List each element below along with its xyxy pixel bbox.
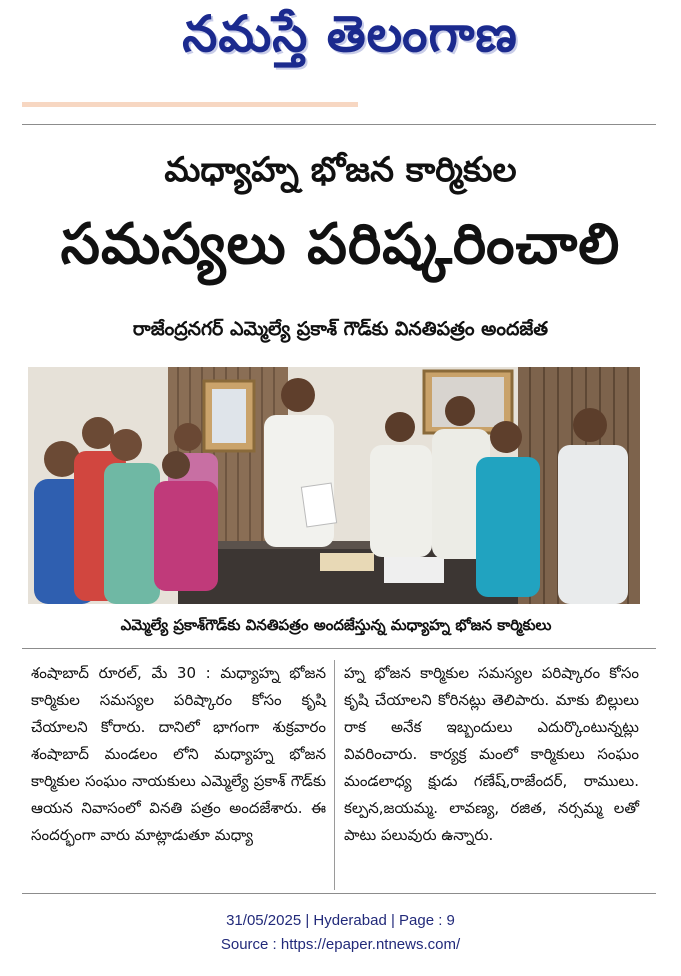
footer-divider — [22, 893, 656, 894]
column-divider — [334, 660, 335, 890]
masthead — [0, 0, 681, 110]
masthead-accent-rule — [22, 102, 358, 107]
caption-divider — [22, 648, 656, 649]
article-body-column-left: శంషాబాద్ రూరల్, మే 30 : మధ్యాహ్న భోజన కార్మికుల సమస్యల పరిష్కారం కోసం కృషి చేయాలని కోరారు. దానిలో భాగంగా శుక్రవారం శంషాబాద్ మండలం లోని మధ్యాహ్న భోజన కార్మికుల సంఘం నాయకులు ఎమ్మెల్యే ప్రకాశ్ గౌడ్‌కు ఆయన నివాసంలో వినతి పత్రం అందజేశారు. ఈ సందర్భంగా వారు మాట్లాడుతూ మధ్యా — [31, 664, 326, 844]
article-subhead: రాజేంద్రనగర్ ఎమ్మెల్యే ప్రకాశ్ గౌడ్‌కు వినతిపత్రం అందజేత — [132, 318, 549, 340]
article-headline: సమస్యలు పరిష్కరించాలి — [60, 212, 621, 277]
masthead-divider — [22, 124, 656, 125]
footer-source-link[interactable]: Source : https://epaper.ntnews.com/ — [220, 936, 461, 953]
article-kicker: మధ్యాహ్న భోజన కార్మికుల — [164, 150, 517, 190]
newspaper-logo: నమస్తే తెలంగాణ — [182, 4, 518, 63]
footer-date-page: 31/05/2025 | Hyderabad | Page : 9 — [226, 912, 455, 929]
news-photo — [28, 367, 640, 604]
article-body-column-right: హ్న భోజన కార్మికుల సమస్యల పరిష్కారం కోసం కృషి చేయాలని కోరినట్లు తెలిపారు. మాకు బిల్లులు రాక అనేక ఇబ్బందులు ఎదుర్కొంటున్నట్లు వివరించారు. కార్యక్ర మంలో కార్మికులు సంఘం మండలాధ్య క్షుడు గణేష్,రాజేందర్, రాములు. కల్పన,జయమ్మ. లావణ్య, రజిత, నర్సమ్మ లతో పాటు పలువురు ఉన్నారు. — [344, 664, 639, 844]
photo-caption: ఎమ్మెల్యే ప్రకాశ్‌గౌడ్‌కు వినతిపత్రం అందజేస్తున్న మధ్యాహ్న భోజన కార్మికులు — [120, 616, 552, 634]
